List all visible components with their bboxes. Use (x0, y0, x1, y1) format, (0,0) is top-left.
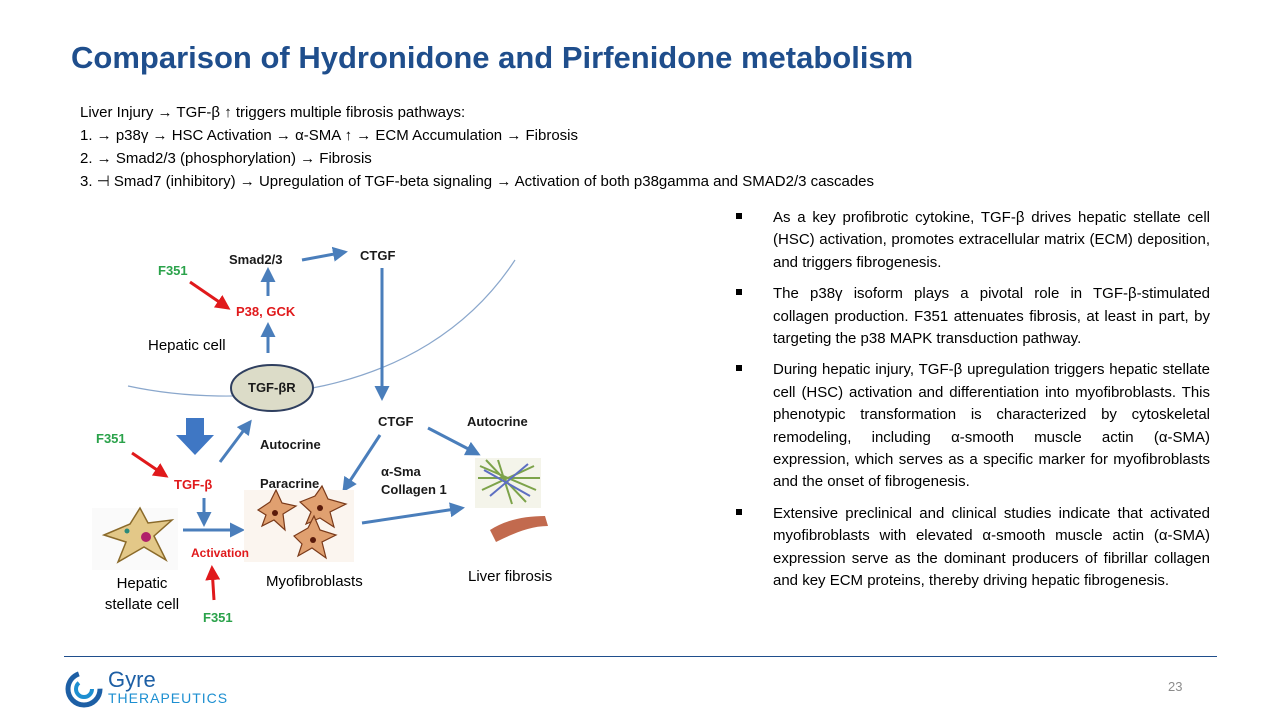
bullet-item (736, 283, 1210, 350)
logo-wordmark: Gyre (108, 667, 156, 692)
myofibroblasts-label: Myofibroblasts (266, 573, 363, 590)
arrow-ctgf-paracrine (344, 435, 380, 490)
arrow-f351-p38 (190, 282, 228, 308)
tgf-beta-label: TGF-β (174, 477, 213, 492)
p38-gck-label: P38, GCK (236, 304, 296, 319)
bullet-square-icon (736, 213, 742, 219)
arrow-myofib-fibrosis (362, 508, 462, 523)
arrow-f351-tgf (132, 453, 166, 476)
fibrosis-pathway-diagram (0, 190, 700, 650)
page-number: 23 (1168, 679, 1183, 694)
bullet-square-icon (736, 509, 742, 515)
arrow-f351-activation (212, 568, 214, 600)
autocrine-right-label: Autocrine (467, 414, 528, 429)
autocrine-left-label: Autocrine (260, 437, 321, 452)
liver-fibrosis-image (475, 458, 548, 542)
liver-fibrosis-label: Liver fibrosis (468, 568, 553, 585)
bullet-square-icon (736, 289, 742, 295)
hsc-label-line: Hepatic (116, 575, 168, 592)
bullet-list (736, 207, 1210, 602)
intro-text (80, 101, 874, 193)
arrow-smad-ctgf (302, 252, 345, 260)
hepatic-stellate-cell-label (92, 573, 192, 615)
activation-label: Activation (191, 546, 250, 560)
footer-divider (64, 656, 1217, 657)
intro-line: 2. → Smad2/3 (phosphorylation) → Fibrosis (80, 150, 372, 167)
arrow-ctgf-autocrine (428, 428, 478, 454)
collagen-label: Collagen 1 (381, 482, 447, 497)
stellate-cell-image (92, 508, 178, 570)
bullet-item (736, 503, 1210, 593)
bullet-text: Extensive preclinical and clinical studies indicate that activated myofibroblasts with elevated α-smooth muscle actin (α-SMA) expression serve as the dominant producers of fibrillar collagen and key ECM proteins, thereby driving hepatic fibrogenesis. (773, 504, 1210, 590)
bullet-text: As a key profibrotic cytokine, TGF-β drives hepatic stellate cell (HSC) activation, promotes extracellular matrix (ECM) deposition, and triggers fibrogenesis. (773, 209, 1210, 271)
cell-membrane (128, 260, 515, 396)
f351-left-label: F351 (96, 431, 126, 446)
bullet-text: During hepatic injury, TGF-β upregulation triggers hepatic stellate cell (HSC) activation and differentiation into myofibroblasts. This phenotypic transformation is characterized by cytoskeletal remodeling, including α-smooth muscle actin (α-SMA) expression, which serves as a specific marker for myofibroblasts and the onset of fibrogenesis. (773, 361, 1210, 491)
big-down-arrow (176, 418, 214, 455)
gyre-logo (64, 667, 244, 711)
f351-bottom-label: F351 (203, 610, 233, 625)
bullet-item (736, 207, 1210, 274)
intro-line: Liver Injury → TGF-β ↑ triggers multiple fibrosis pathways: (80, 104, 466, 121)
alpha-sma-label: α-Sma (381, 464, 421, 479)
myofibroblasts-image (244, 486, 354, 562)
paracrine-label: Paracrine (260, 476, 320, 491)
ctgf-top-label: CTGF (360, 248, 396, 263)
gyre-swirl-icon (64, 669, 104, 709)
f351-top-label: F351 (158, 263, 188, 278)
bullet-square-icon (736, 365, 742, 371)
hepatic-cell-label: Hepatic cell (148, 337, 226, 354)
intro-line: 1. → p38γ → HSC Activation → α-SMA ↑ → ECM Accumulation → Fibrosis (80, 127, 578, 144)
bullet-item (736, 359, 1210, 493)
hsc-label-line: stellate cell (104, 596, 180, 613)
bullet-text: The p38γ isoform plays a pivotal role in TGF-β-stimulated collagen production. F351 attenuates fibrosis, at least in part, by targeting the p38 MAPK transduction pathway. (773, 285, 1210, 348)
slide-title: Comparison of Hydronidone and Pirfenidone metabolism (71, 40, 914, 75)
ctgf-mid-label: CTGF (378, 414, 414, 429)
smad-label: Smad2/3 (229, 252, 283, 267)
intro-line: 3. ⊣ Smad7 (inhibitory) → Upregulation of TGF-beta signaling → Activation of both p38gamma and SMAD2/3 cascades (80, 173, 875, 190)
logo-subtitle: THERAPEUTICS (108, 690, 229, 706)
tgf-receptor-label: TGF-βR (248, 380, 296, 395)
arrow-tgf-receptor (220, 422, 250, 462)
